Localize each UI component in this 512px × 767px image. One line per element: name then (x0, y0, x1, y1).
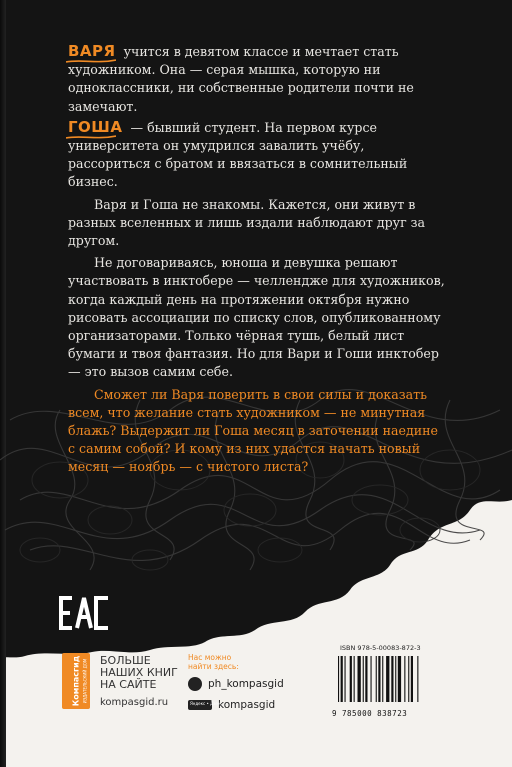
eac-certification-mark (58, 595, 108, 635)
barcode-bar (338, 656, 339, 702)
zen-icon (188, 700, 221, 710)
paragraph-question: Сможет ли Варя поверить в свои силы и доказать всем, что желание стать художником — не минутная блажь? Выдержит ли Гоша месяц в заточении наедине с самим собой? И кому из них удастся начать новый месяц — ноябрь — с чистого листа? (68, 386, 439, 475)
isbn-number: ISBN 978-5-00083-872-3 (340, 644, 421, 652)
publisher-logo (62, 653, 90, 709)
vk-link (188, 677, 303, 691)
publisher-sub: ИЗДАТЕЛЬСКИЙ ДОМ (82, 658, 88, 704)
barcode-bar (417, 656, 418, 702)
barcode-bar (354, 656, 355, 702)
find-heading-2: найти здесь: (188, 662, 239, 671)
gosha-underline (66, 134, 116, 140)
barcode-icon (334, 656, 446, 704)
barcode-bar (371, 656, 372, 702)
paragraph-3: Варя и Гоша не знакомы. Кажется, они живут в разных вселенных и лишь издали наблюдают друг за другом. (68, 196, 426, 249)
promo-block (100, 655, 180, 708)
barcode-bar (398, 656, 401, 702)
paragraph-4: Не договариваясь, юноша и девушка решают участвовать в инктобере — челлендже для художников, когда каждый день на протяжении октября нужно рисовать ассоциации по списку слов, опубликованному организаторами. Только чёрная тушь, белый лист бумаги и твоя фантазия. Но для Вари и Гоши инктобер — это вызов самим себе. (68, 255, 445, 380)
isbn-block (330, 644, 450, 718)
publisher-site: kompasgid.ru (100, 697, 169, 708)
barcode-bar (345, 656, 346, 702)
barcode-bar (376, 656, 377, 702)
paragraph-gosha (68, 118, 448, 192)
barcode-bar (395, 656, 396, 702)
social-links (188, 653, 303, 711)
barcode-bar (341, 656, 343, 702)
gosha-name: ГОША (68, 117, 123, 136)
eac-logo-icon (58, 595, 110, 631)
barcode-digits: 9 785000 838723 (332, 709, 408, 718)
barcode-bar (363, 656, 364, 702)
varya-heading (68, 42, 116, 61)
barcode-bar (386, 656, 389, 702)
barcode-bar (411, 656, 413, 702)
barcode-bar (350, 656, 352, 702)
barcode-bar (408, 656, 409, 702)
vk-handle: ph_kompasgid (208, 678, 284, 690)
promo-line-2: НАШИХ КНИГ (100, 666, 178, 679)
zen-badge-text: Яндекс • Дзен (190, 701, 221, 706)
zen-handle: kompasgid (218, 699, 276, 711)
barcode-bar (382, 656, 383, 702)
find-heading-1: Нас можно (188, 653, 232, 662)
barcode-bar (365, 656, 367, 702)
promo-line-3: НА САЙТЕ (100, 678, 157, 691)
varya-text: учится в девятом классе и мечтает стать художником. Она — серая мышка, которую ни одноклассники, ни собственные родители почти не замечают. (68, 44, 414, 114)
barcode-bar (378, 656, 380, 702)
barcode-bar (391, 656, 393, 702)
zen-link (188, 699, 303, 711)
paragraph-varya (68, 42, 448, 116)
publisher-name: Компасгид (71, 655, 81, 707)
gosha-heading (68, 118, 122, 137)
gosha-text: — бывший студент. На первом курсе университета он умудрился завалить учёбу, рассориться с братом и ввязаться в сомнительный бизнес. (68, 119, 408, 190)
blurb-text (68, 42, 448, 477)
promo-line-1: БОЛЬШЕ (100, 654, 151, 667)
varya-name: ВАРЯ (68, 42, 116, 60)
vk-icon (188, 677, 202, 691)
barcode-bar (404, 656, 405, 702)
varya-underline (66, 58, 116, 64)
barcode-bar (358, 656, 361, 702)
